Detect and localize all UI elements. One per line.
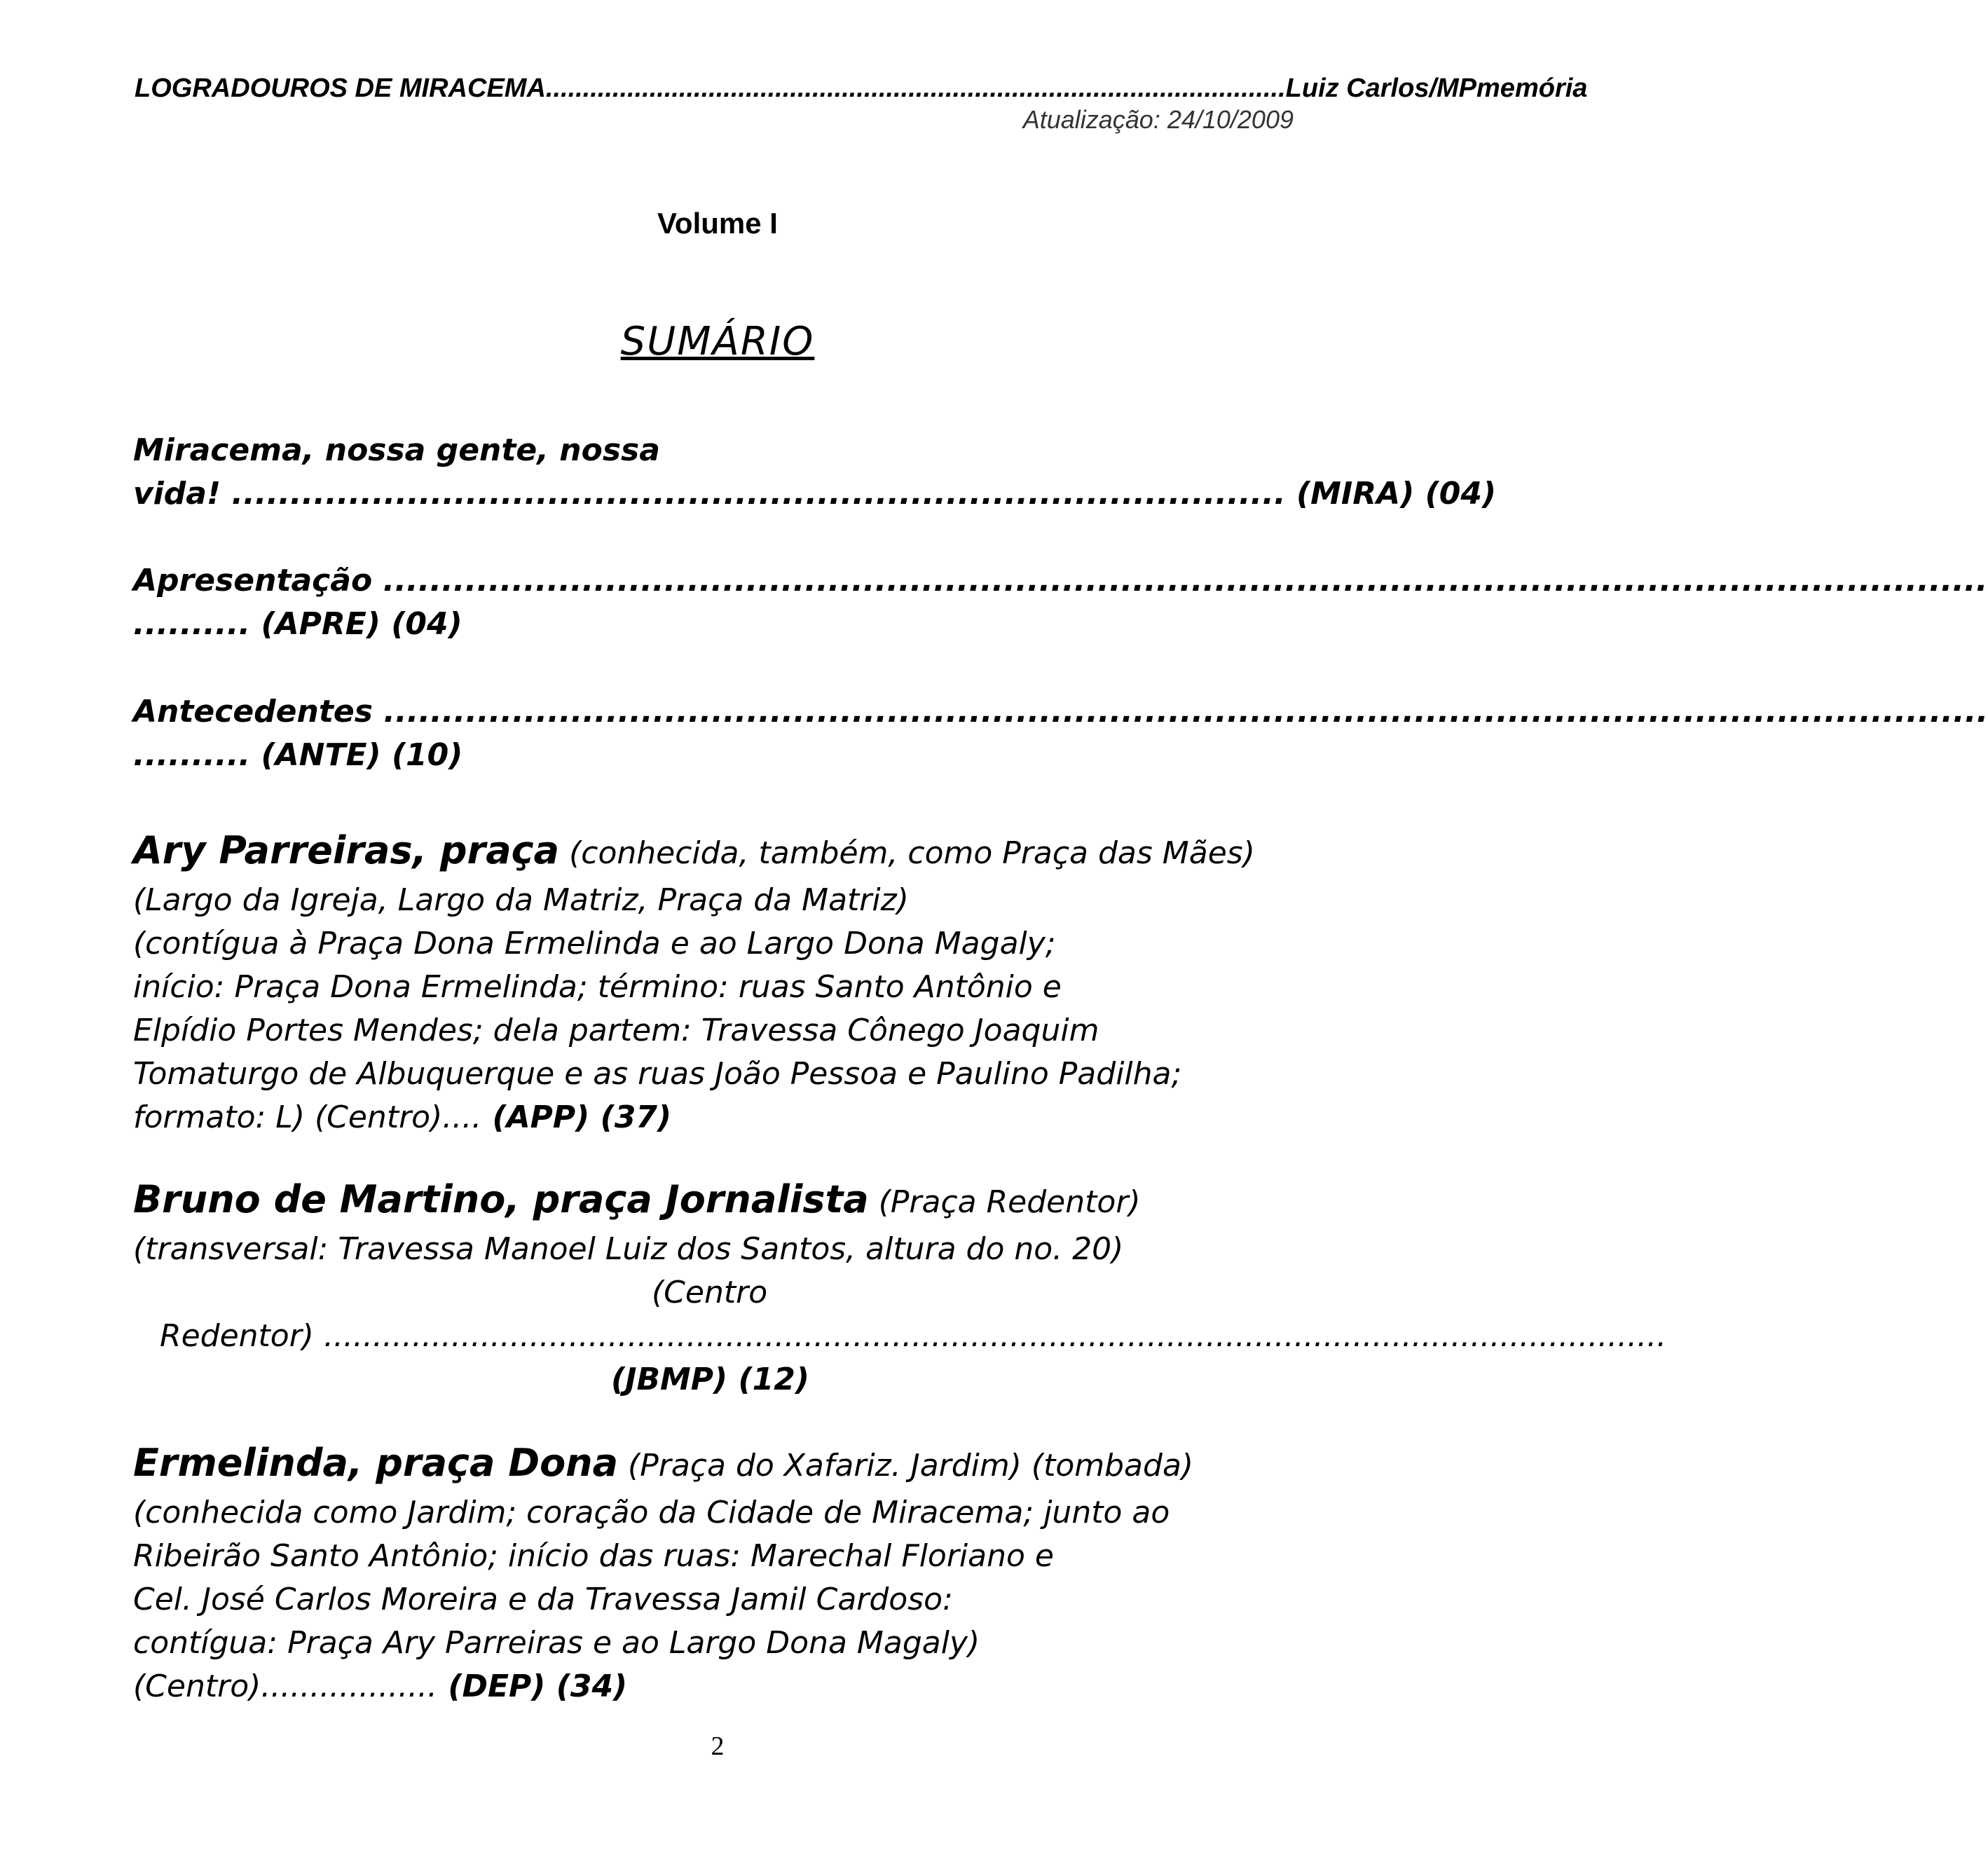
- toc-entry-text: contígua: Praça Ary Parreiras e ao Largo Dona Magaly): [133, 1625, 980, 1661]
- toc-entry-title: Ary Parreiras, praça: [133, 828, 560, 872]
- toc-entry-leader-line: [133, 690, 1988, 734]
- toc-entry-ante: [133, 690, 1988, 777]
- toc-entry-code: (DEP) (34): [437, 1668, 628, 1704]
- toc-entry-text: vida!: [133, 476, 221, 512]
- toc-entry-text: (contígua à Praça Dona Ermelinda e ao Largo Dona Magaly;: [133, 926, 1056, 961]
- toc-entry-text: (conhecida, também, como Praça das Mães): [559, 835, 1255, 871]
- toc-entry-code: (JBMP) (12): [611, 1362, 809, 1397]
- toc-entry-text: Tomaturgo de Albuquerque e as ruas João Pessoa e Paulino Padilha;: [133, 1056, 1182, 1092]
- toc-entry-text: Ribeirão Santo Antônio; início das ruas: Marechal Floriano e: [133, 1538, 1054, 1574]
- header-dot-leader: ....................................................................................................: [545, 73, 1286, 103]
- dot-leader: ..........................................................................................: [231, 476, 1286, 512]
- toc-entry-title: Bruno de Martino, praça Jornalista: [133, 1177, 869, 1221]
- toc-entry-text: Antecedentes: [133, 694, 373, 729]
- header-update-date: Atualização: 24/10/2009: [1022, 105, 1294, 134]
- header-title: LOGRADOUROS DE MIRACEMA: [135, 73, 546, 103]
- volume-label: Volume I: [657, 207, 778, 240]
- header-author: Luiz Carlos/MPmemória: [1285, 73, 1588, 103]
- toc-entry-text: (conhecida como Jardim; coração da Cidade de Miracema; junto ao: [133, 1495, 1170, 1530]
- dot-leader: .........................................................................................................................................: [323, 1318, 1667, 1354]
- toc-entry-text: Miracema, nossa gente, nossa: [133, 432, 660, 468]
- toc-entry-code: .......... (APRE) (04): [133, 606, 462, 642]
- toc-entry-last-line: [133, 1665, 1296, 1708]
- toc-entry-title: Ermelinda, praça Dona: [133, 1441, 619, 1485]
- toc-entry-last-line: [133, 1096, 1296, 1139]
- toc-entry-leader-line: [133, 472, 1497, 516]
- toc-entry-first-line: [133, 825, 1296, 879]
- toc-entry-code: .......... (ANTE) (10): [133, 737, 463, 773]
- toc-entry-text: (Centro)..................: [133, 1668, 438, 1704]
- toc-entry-code: (MIRA) (04): [1296, 476, 1497, 512]
- dot-leader: .........................................................................................................................................: [383, 694, 1988, 729]
- toc-entry-first-line: [133, 1174, 1296, 1228]
- toc-entry-text: formato: L) (Centro)....: [133, 1099, 482, 1135]
- running-header: [135, 67, 1588, 109]
- toc-entry-text: (Praça do Xafariz. Jardim) (tombada): [618, 1448, 1194, 1483]
- toc-entry-text: (transversal: Travessa Manoel Luiz dos Santos, altura do no. 20): [133, 1231, 1124, 1267]
- toc-entry-text: início: Praça Dona Ermelinda; término: ruas Santo Antônio e: [133, 969, 1062, 1005]
- toc-entry-bruno-de-martino: [133, 1174, 1667, 1402]
- toc-entry-text: (Largo da Igreja, Largo da Matriz, Praça da Matriz): [133, 882, 909, 918]
- toc-entry-code: (APP) (37): [481, 1099, 672, 1135]
- toc-entry-text: Elpídio Portes Mendes; dela partem: Travessa Cônego Joaquim: [133, 1013, 1099, 1048]
- toc-entry-ary-parreiras: [133, 825, 1296, 1139]
- toc-entry-text: (Praça Redentor): [868, 1184, 1141, 1220]
- toc-entry-first-line: [133, 1438, 1296, 1491]
- toc-entry-leader-line: [133, 1315, 1667, 1358]
- toc-entry-text: Apresentação: [133, 563, 373, 598]
- toc-entry-leader-line: [133, 559, 1988, 603]
- page-title: SUMÁRIO: [620, 319, 815, 364]
- dot-leader: .........................................................................................................................................: [383, 563, 1988, 598]
- toc-entry-text: (Centro: [652, 1275, 768, 1310]
- toc-entry-mira: [133, 429, 1497, 516]
- page-number: 2: [711, 1732, 725, 1761]
- toc-entry-ermelinda: [133, 1438, 1296, 1708]
- toc-entry-text: Redentor): [160, 1318, 314, 1354]
- toc-entry-text: Cel. José Carlos Moreira e da Travessa Jamil Cardoso:: [133, 1582, 953, 1617]
- toc-entry-apre: [133, 559, 1988, 646]
